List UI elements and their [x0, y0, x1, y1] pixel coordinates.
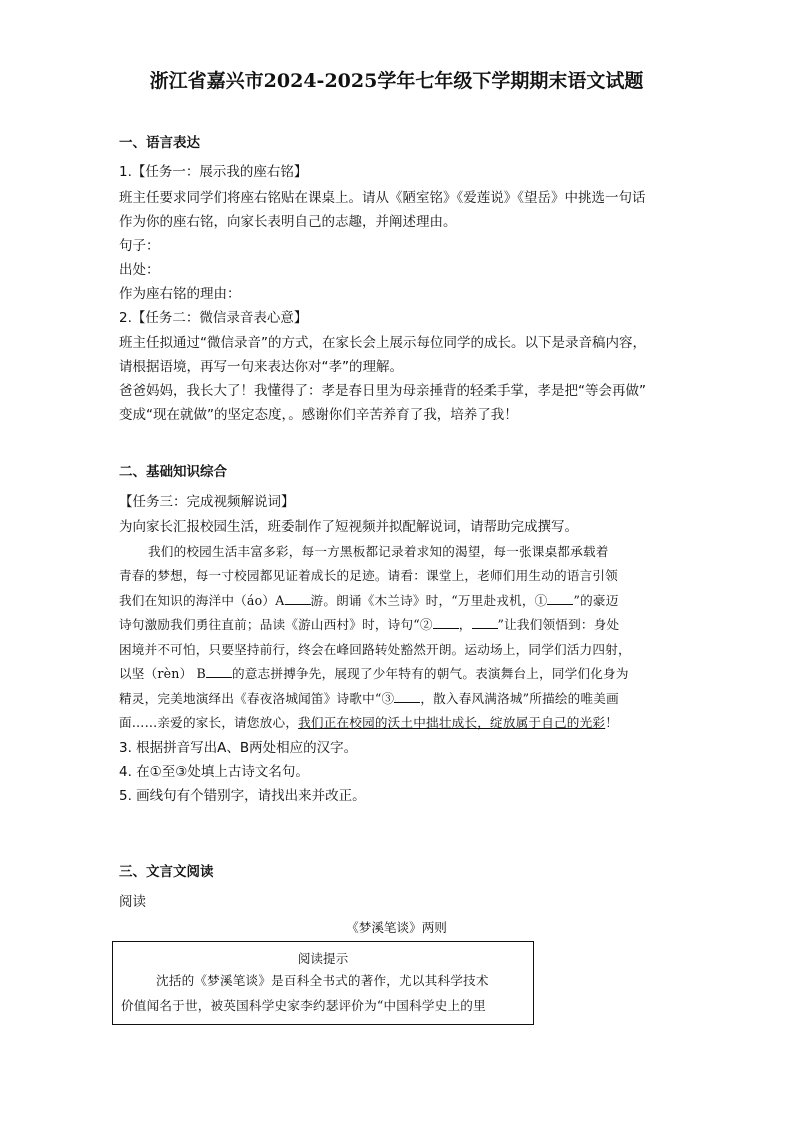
passage-text: ，散入春风满洛城”所描绘的唯美画 [420, 691, 619, 706]
blank-a[interactable] [285, 592, 311, 605]
blank-b[interactable] [206, 665, 232, 678]
task-3-intro: 为向家长汇报校园生活，班委制作了短视频并拟配解说词，请帮助完成撰写。 [119, 519, 578, 535]
passage-title: 《梦溪笔谈》两则 [346, 920, 447, 935]
question-2-text: 变成“现在就做”的坚定态度，。感谢你们辛苦养育了我，培养了我！ [119, 407, 518, 423]
blank-2a[interactable] [433, 616, 459, 629]
passage-text: 游。朗诵《木兰诗》时，“万里赴戎机，① [310, 593, 548, 608]
underlined-sentence: 我们正在校园的沃土中拙壮成长，绽放属于自己的光彩 [298, 715, 606, 730]
task-3-title: 【任务三：完成视频解说词】 [119, 494, 295, 510]
question-2-text: 爸爸妈妈，我长大了！我懂得了：孝是春日里为母亲捶背的轻柔手掌，孝是把“等会再做” [119, 383, 646, 399]
read-label: 阅读 [119, 894, 146, 910]
passage-line: 困境并不可怕，只要坚持前行，终会在峰回路转处豁然开朗。运动场上，同学们活力四射， [119, 642, 631, 657]
passage-text: 面……亲爱的家长，请您放心， [119, 715, 299, 730]
blank-1[interactable] [547, 592, 573, 605]
passage-text: ”的豪迈 [573, 593, 619, 608]
question-2-text: 班主任拟通过“微信录音”的方式，在家长会上展示每位同学的成长。以下是录音稿内容， [119, 335, 646, 351]
question-4: 4. 在①至③处填上古诗文名句。 [119, 764, 309, 780]
reading-tip-line: 沈括的《梦溪笔谈》是百科全书式的著作，尤以其科学技术 [156, 973, 489, 988]
passage-line [119, 714, 618, 732]
passage-line [119, 690, 619, 708]
passage-text: 的意志拼搏争先，展现了少年特有的朝气。表演舞台上，同学们化身为 [232, 666, 629, 681]
reading-tip-line: 价值闻名于世，被英国科学史家李约瑟评价为“中国科学史上的里 [121, 998, 486, 1013]
section-heading-2: 二、基础知识综合 [119, 464, 227, 480]
blank-3[interactable] [394, 690, 420, 703]
passage-line [119, 616, 619, 634]
answer-label-sentence: 句子： [119, 238, 160, 254]
section-heading-1: 一、语言表达 [119, 135, 200, 151]
question-1-text: 班主任要求同学们将座右铭贴在课桌上。请从《陋室铭》《爱莲说》《望岳》中挑选一句话 [119, 190, 646, 206]
passage-line: 我们的校园生活丰富多彩，每一方黑板都记录着求知的渴望，每一张课桌都承载着 [148, 544, 609, 559]
question-2-title: 2.【任务二：微信录音表心意】 [119, 310, 308, 326]
blank-2b[interactable] [472, 616, 498, 629]
question-2-text: 请根据语境，再写一句来表达你对“孝”的理解。 [119, 359, 403, 375]
section-heading-3: 三、文言文阅读 [119, 864, 214, 880]
question-5: 5. 画线句有个错别字，请找出来并改正。 [119, 788, 366, 804]
passage-text: ”让我们领悟到：身处 [497, 617, 620, 632]
passage-line [119, 665, 629, 683]
document-title: 浙江省嘉兴市2024-2025学年七年级下学期期末语文试题 [149, 70, 644, 92]
passage-text: 精灵，完美地演绎出《春夜洛城闻笛》诗歌中“③ [119, 691, 395, 706]
passage-text: 诗句激励我们勇往直前；品读《游山西村》时，诗句“② [119, 617, 433, 632]
passage-text: 我们在知识的海洋中（áo）A [119, 593, 285, 608]
passage-text: ！ [605, 715, 618, 730]
question-3: 3. 根据拼音写出A、B两处相应的汉字。 [119, 740, 358, 756]
question-1-text: 作为你的座右铭，向家长表明自己的志趣，并阐述理由。 [119, 214, 457, 230]
reading-tip-title: 阅读提示 [297, 951, 349, 966]
passage-line: 青春的梦想，每一寸校园都见证着成长的足迹。请看：课堂上，老师们用生动的语言引领 [119, 568, 618, 583]
passage-text: ， [458, 617, 472, 632]
question-1-title: 1.【任务一：展示我的座右铭】 [119, 164, 308, 180]
passage-text: 以坚（rèn） B [119, 666, 207, 681]
answer-label-source: 出处： [119, 262, 160, 278]
passage-line [119, 592, 619, 610]
answer-label-reason: 作为座右铭的理由： [119, 286, 241, 302]
